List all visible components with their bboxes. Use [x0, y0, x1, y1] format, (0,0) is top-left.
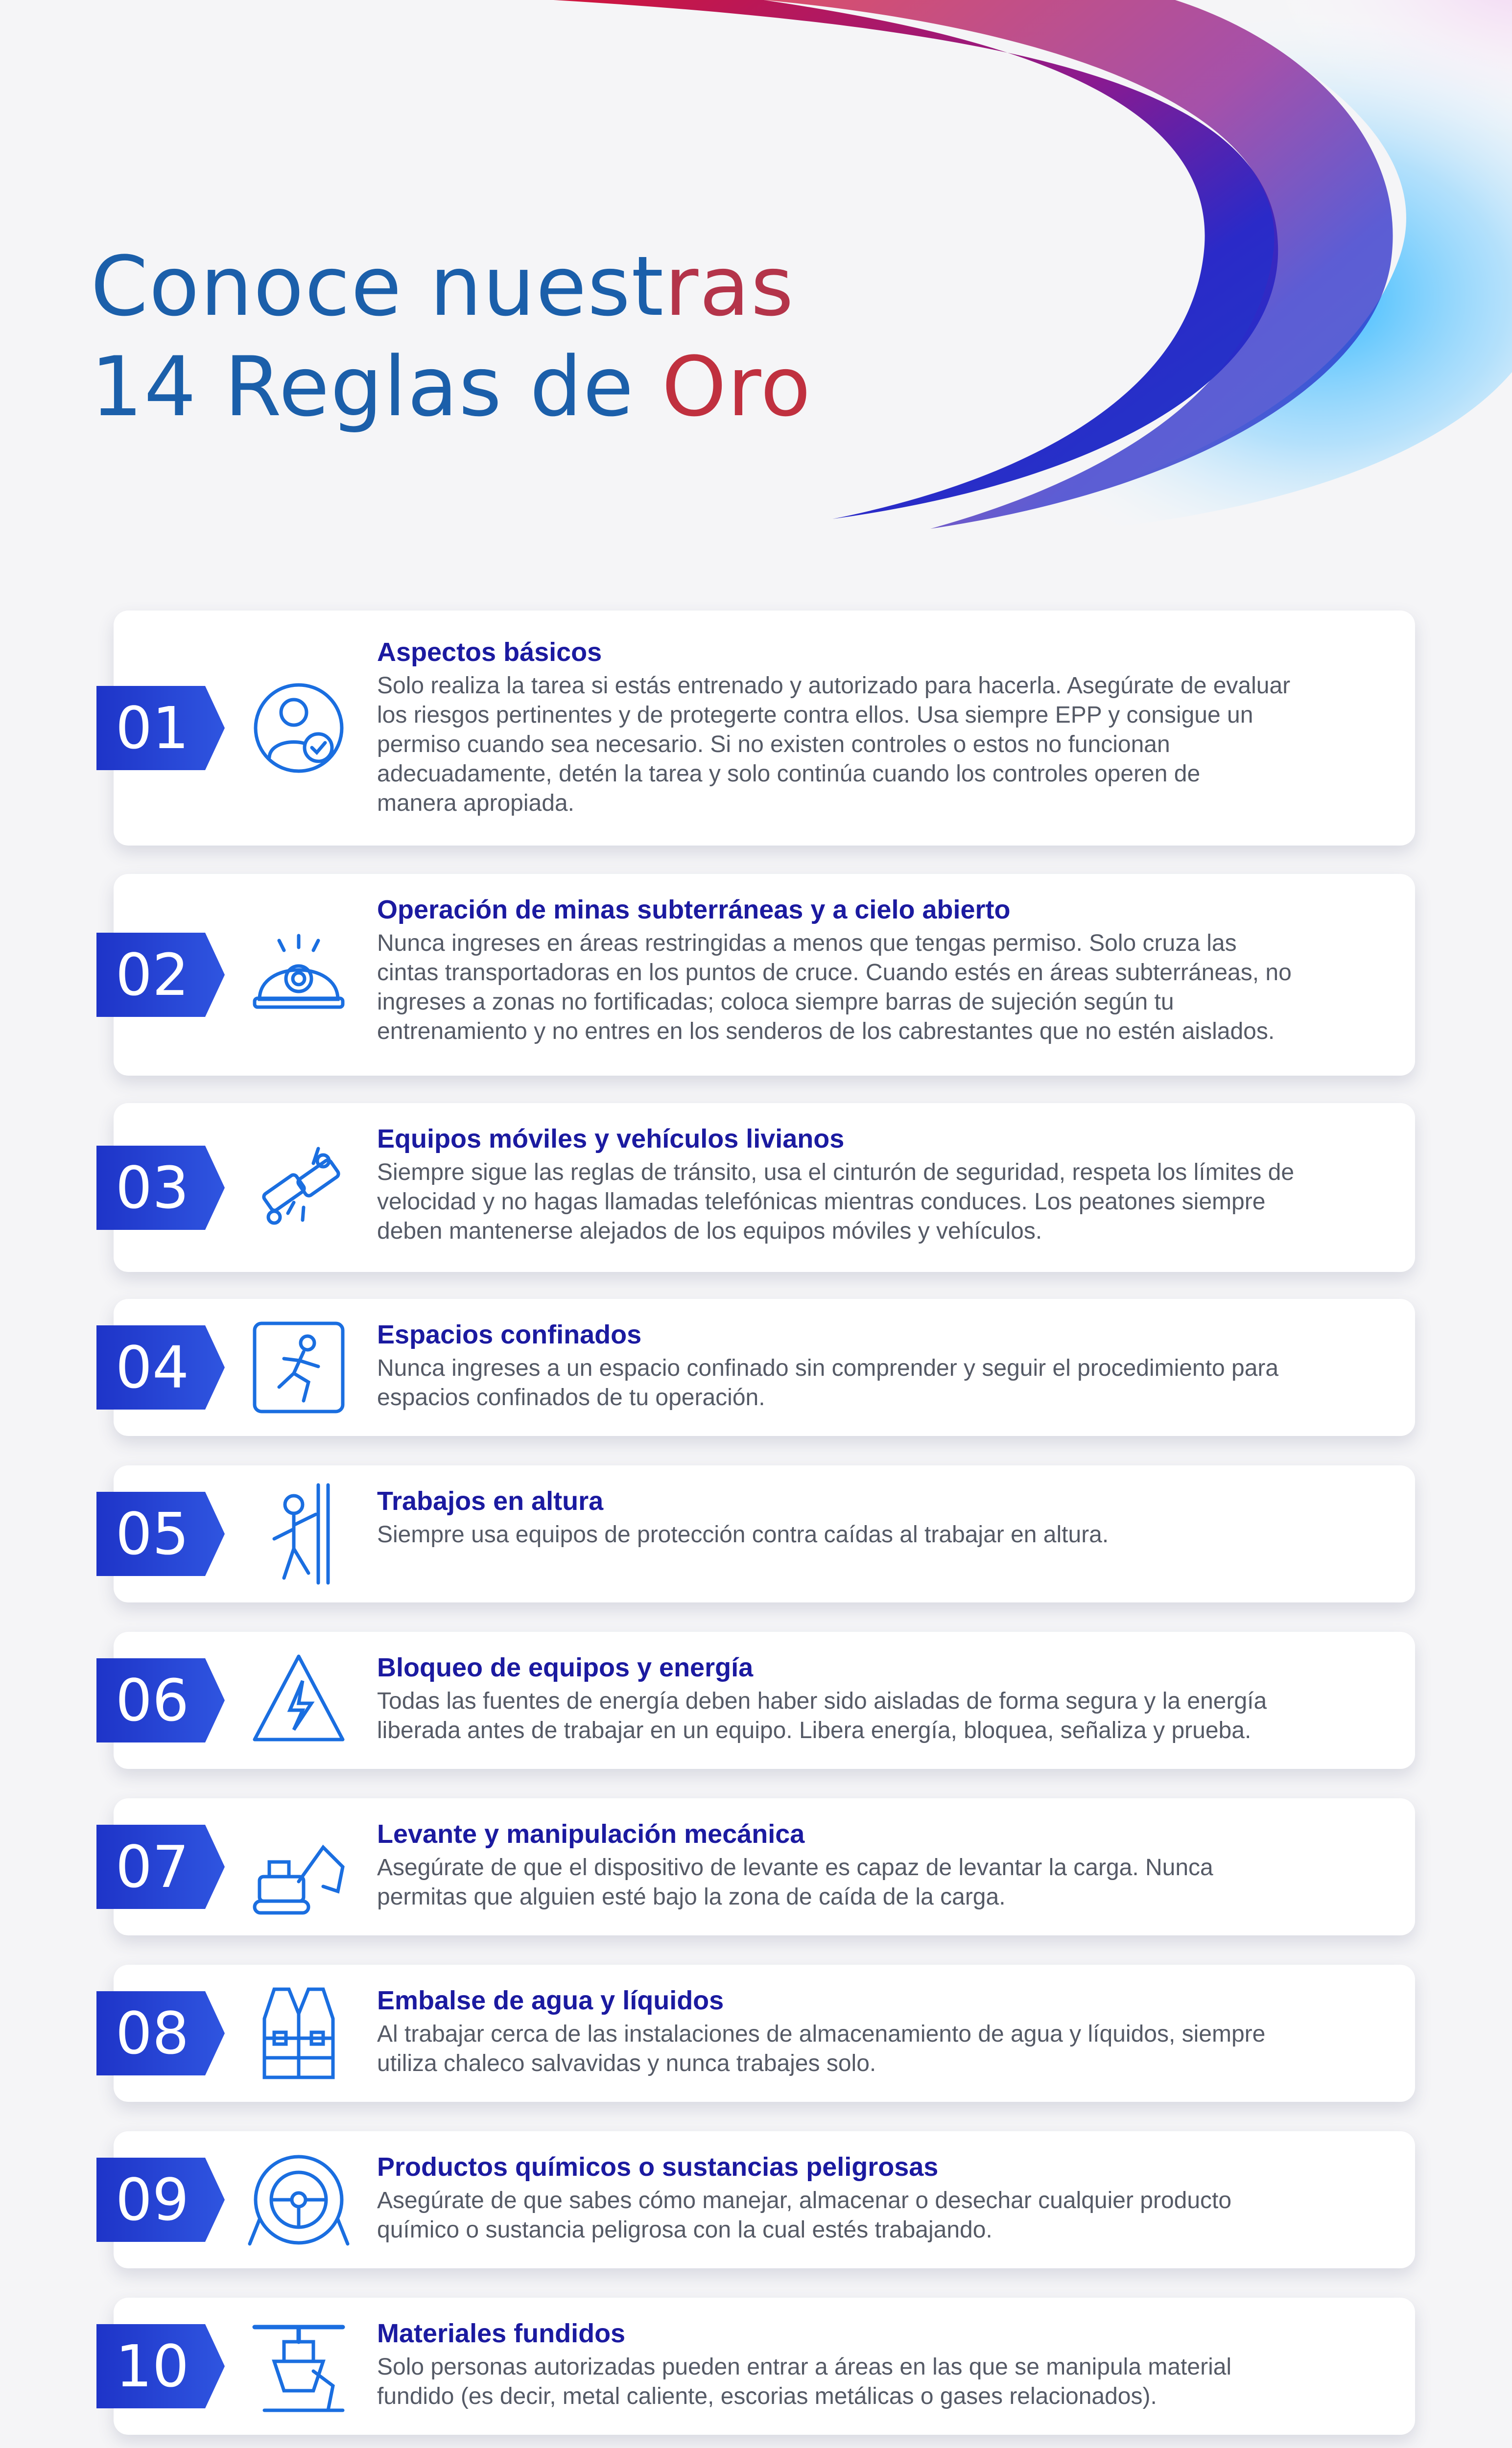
- rule-description-line: Nunca ingreses a un espacio confinado sin comprender y seguir el procedimiento para: [377, 1355, 1279, 1381]
- rule-title: Trabajos en altura: [377, 1486, 604, 1516]
- rule-number-badge: [96, 1492, 225, 1576]
- rule-description-line: Siempre sigue las reglas de tránsito, usa el cinturón de seguridad, respeta los límites de: [377, 1159, 1295, 1185]
- rule-description-line: adecuadamente, detén la tarea y solo continúa cuando los controles operen de: [377, 761, 1201, 787]
- rule-description-line: fundido (es decir, metal caliente, escorias metálicas o gases relacionados).: [377, 2383, 1157, 2409]
- rule-description-line: Asegúrate de que sabes cómo manejar, almacenar o desechar cualquier producto: [377, 2188, 1232, 2213]
- rule-description: [377, 2186, 1395, 2245]
- rule-number-badge: [96, 1325, 225, 1410]
- rule-description-line: deben mantenerse alejados de los equipos móviles y vehículos.: [377, 1218, 1042, 1244]
- rule-number-badge: [96, 686, 225, 770]
- vehicle-collision-icon: [245, 1134, 353, 1242]
- page-title-line-2: [91, 338, 812, 436]
- rule-description-line: utiliza chaleco salvavidas y nunca trabajes solo.: [377, 2050, 876, 2076]
- rule-number: 07: [115, 1833, 189, 1901]
- rule-title: Embalse de agua y líquidos: [377, 1986, 724, 2015]
- rule-description-line: ingreses a zonas no fortificadas; coloca siempre barras de sujeción según tu: [377, 989, 1174, 1015]
- rule-description-line: químico o sustancia peligrosa con la cual estés trabajando.: [377, 2217, 992, 2243]
- rule-description-line: Asegúrate de que el dispositivo de levante es capaz de levantar la carga. Nunca: [377, 1855, 1213, 1881]
- rule-description-line: velocidad y no hagas llamadas telefónicas mientras conduces. Los peatones siempre: [377, 1189, 1266, 1215]
- rule-title: Levante y manipulación mecánica: [377, 1819, 805, 1849]
- rule-description: [377, 1853, 1395, 1912]
- rule-number-badge: [96, 933, 225, 1017]
- rule-description-line: cintas transportadoras en los puntos de cruce. Cuando estés en áreas subterráneas, no: [377, 960, 1292, 986]
- rule-description: [377, 1687, 1395, 1745]
- worker-check-icon: [245, 674, 353, 782]
- rule-description-line: Solo realiza la tarea si estás entrenado y autorizado para hacerla. Asegúrate de evaluar: [377, 673, 1291, 699]
- rule-number: 08: [115, 2000, 189, 2067]
- rule-number: 04: [115, 1334, 189, 1401]
- rule-description-line: permiso cuando sea necesario. Si no existen controles o estos no funcionan: [377, 731, 1170, 757]
- rule-number-badge: [96, 1991, 225, 2075]
- rule-title: Materiales fundidos: [377, 2319, 626, 2348]
- rule-number-badge: [96, 1658, 225, 1742]
- rule-description: [377, 1354, 1395, 1412]
- rule-number-badge: [96, 1825, 225, 1909]
- rule-number: 01: [115, 694, 189, 762]
- rule-description-line: entrenamiento y no entres en los senderos de los cabrestantes que no estén aislados.: [377, 1018, 1275, 1044]
- rule-number: 09: [115, 2166, 189, 2234]
- rule-title: Espacios confinados: [377, 1320, 642, 1349]
- confined-space-icon: [245, 1314, 353, 1421]
- rule-description-line: Solo personas autorizadas pueden entrar a áreas en las que se manipula material: [377, 2354, 1232, 2380]
- rule-description: [377, 2020, 1395, 2078]
- electric-hazard-icon: [245, 1647, 353, 1754]
- rule-title: Aspectos básicos: [377, 637, 602, 667]
- rule-number: 06: [115, 1667, 189, 1734]
- rule-description-line: Al trabajar cerca de las instalaciones de almacenamiento de agua y líquidos, siempre: [377, 2021, 1266, 2047]
- rule-number-badge: [96, 1146, 225, 1230]
- rule-number: 05: [115, 1500, 189, 1568]
- mine-helmet-icon: [245, 921, 353, 1029]
- chemical-hazard-icon: [245, 2146, 353, 2254]
- rule-description: [377, 929, 1395, 1046]
- rule-number-badge: [96, 2158, 225, 2242]
- rule-title: Bloqueo de equipos y energía: [377, 1653, 754, 1682]
- page-title-line-1: [91, 237, 795, 335]
- rule-description-line: Siempre usa equipos de protección contra caídas al trabajar en altura.: [377, 1522, 1109, 1548]
- rule-description-line: manera apropiada.: [377, 790, 574, 816]
- rule-number-badge: [96, 2324, 225, 2408]
- life-vest-icon: [245, 1979, 353, 2087]
- title-red-part: ras: [664, 238, 795, 334]
- excavator-icon: [245, 1813, 353, 1921]
- rule-description: [377, 671, 1395, 818]
- title-red-part: Oro: [662, 339, 812, 435]
- rule-description-line: liberada antes de trabajar en un equipo. Libera energía, bloquea, señaliza y prueba.: [377, 1718, 1252, 1743]
- rule-description: [377, 1520, 1395, 1550]
- molten-metal-icon: [245, 2312, 353, 2420]
- title-blue-part: 14 Reglas de: [91, 339, 662, 435]
- rule-description-line: Todas las fuentes de energía deben haber sido aisladas de forma segura y la energía: [377, 1688, 1267, 1714]
- title-blue-part: Conoce nuest: [91, 238, 665, 334]
- rule-number: 03: [115, 1153, 189, 1222]
- rule-description-line: los riesgos pertinentes y de protegerte contra ellos. Usa siempre EPP y consigue un: [377, 702, 1253, 728]
- rule-title: Operación de minas subterráneas y a cielo abierto: [377, 895, 1011, 924]
- rule-description-line: permitas que alguien esté bajo la zona de caída de la carga.: [377, 1884, 1006, 1910]
- climber-icon: [245, 1480, 353, 1588]
- rule-number: 02: [115, 941, 189, 1009]
- rule-number: 10: [115, 2332, 189, 2400]
- rule-description: [377, 2353, 1395, 2411]
- rule-description-line: Nunca ingreses en áreas restringidas a menos que tengas permiso. Solo cruza las: [377, 930, 1237, 956]
- rule-description-line: espacios confinados de tu operación.: [377, 1385, 765, 1411]
- rule-title: Productos químicos o sustancias peligrosas: [377, 2152, 939, 2182]
- rule-title: Equipos móviles y vehículos livianos: [377, 1124, 845, 1153]
- rule-description: [377, 1158, 1395, 1246]
